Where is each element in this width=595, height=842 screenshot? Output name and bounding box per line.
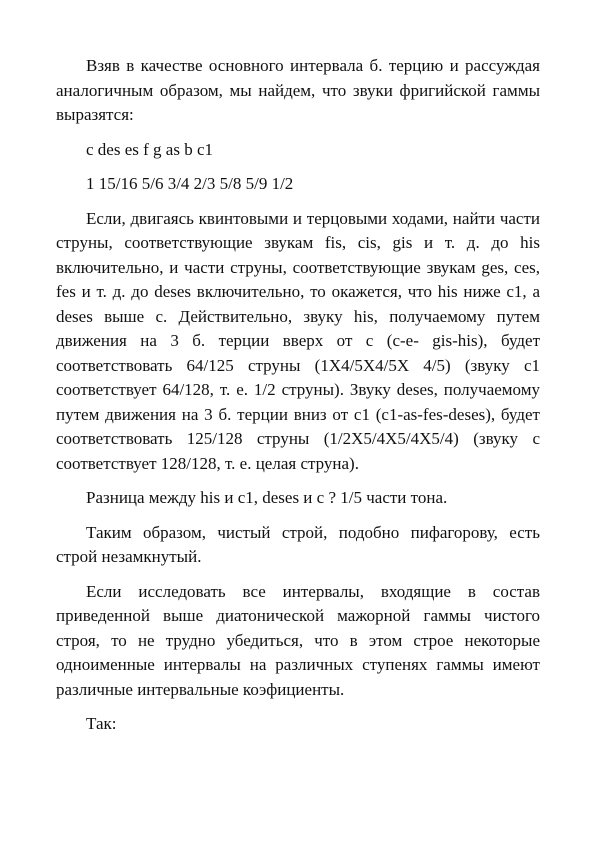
- paragraph-interval-coefficients: Если исследовать все интервалы, входящие в состав приведенной выше диатонической мажорной гаммы чистого строя, то не трудно убедиться, что в этом строе некоторые одноименные интервалы на различных ступенях гаммы имеют различные интервальные коэфициенты.: [56, 581, 540, 699]
- paragraph-pure-tuning-unclosed: Таким образом, чистый строй, подобно пифагорову, есть строй незамкнутый.: [56, 522, 540, 566]
- paragraph-difference: Разница между his и c1, deses и c ? 1/5 части тона.: [86, 488, 448, 507]
- phrygian-note-names: c des es f g as b c1: [86, 139, 213, 159]
- paragraph-thus: Так:: [86, 714, 117, 733]
- page-content: [56, 54, 540, 737]
- phrygian-ratios: 1 15/16 5/6 3/4 2/3 5/8 5/9 1/2: [86, 174, 294, 193]
- paragraph-quint-tertian-moves: Если, двигаясь квинтовыми и терцовыми ходами, найти части струны, соответствующие звукам fis, cis, gis и т. д. до his включительно, и части струны, соответствующие звукам ges, ces, fes и т. д. до deses включительно, то окажется, что his ниже c1, а deses выше c. Действительно, звуку his, получаемому путем движения на 3 б. терции вверх от c (c-e- gis-his), будет соответствовать 64/125 струны (1X4/5X4/5X 4/5) (звуку c1 соответствует 64/128, т. е. 1/2 струны). Звуку deses, получаемому путем движения на 3 б. терции вниз от c1 (c1-as-fes-deses), будет соответствовать 125/128 струны (1/2X5/4X5/4X5/4) (звуку c соответствует 128/128, т. е. целая струна).: [56, 208, 540, 473]
- paragraph-phrygian-intro: Взяв в качестве основного интервала б. терцию и рассуждая аналогичным образом, мы найдем, что звуки фригийской гаммы выразятся:: [56, 56, 540, 124]
